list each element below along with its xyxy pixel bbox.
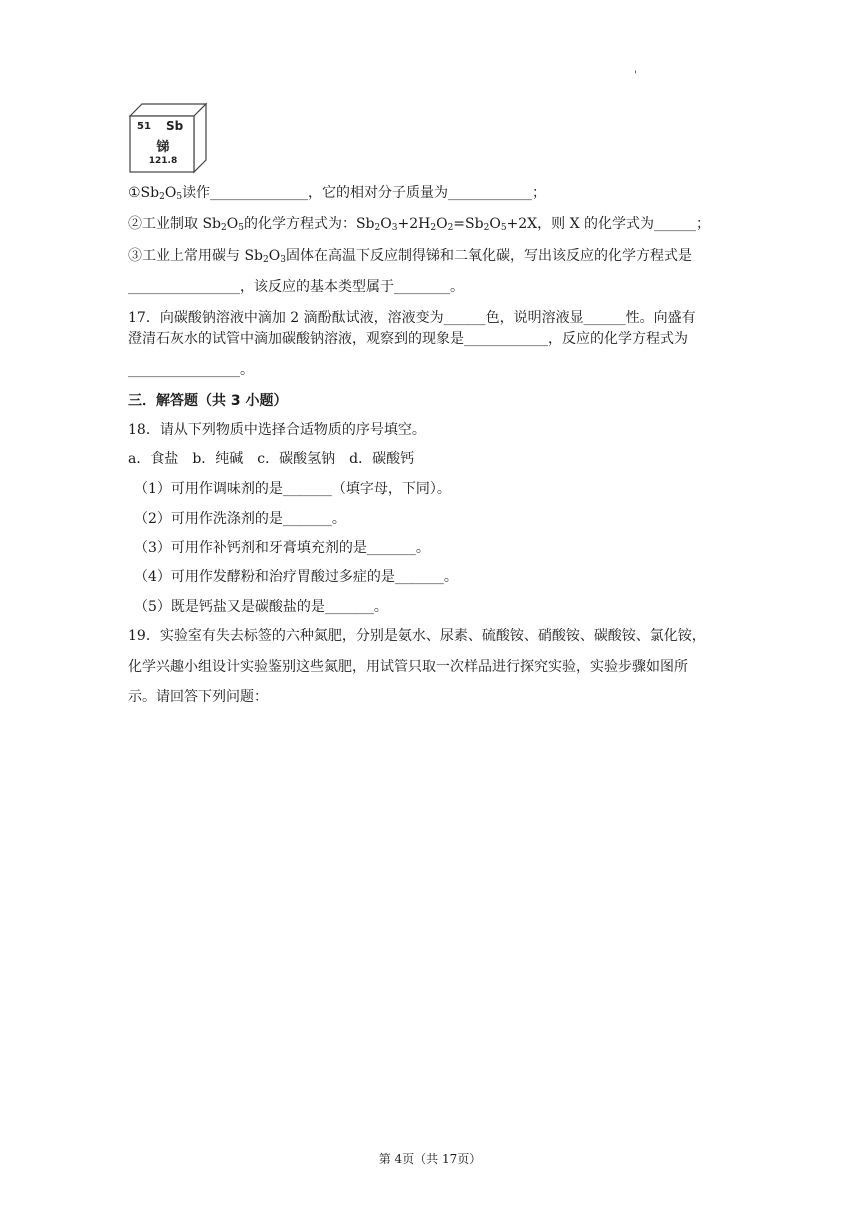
q19-line3: 示。请回答下列问题： bbox=[128, 689, 268, 705]
element-tile bbox=[128, 102, 208, 174]
q18-stem: 18．请从下列物质中选择合适物质的序号填空。 bbox=[128, 422, 426, 438]
atomic-number: 51 bbox=[137, 121, 151, 132]
q16-item1: $①Sb_2O_5$读作______________，它的相对分子质量为____________； bbox=[128, 185, 547, 202]
q18-part-2: （2）可用作洗涤剂的是_______。 bbox=[134, 511, 346, 527]
element-symbol: Sb bbox=[166, 119, 184, 133]
q16-item3-line2: ________________，该反应的基本类型属于________。 bbox=[128, 279, 464, 295]
q18-part-5: （5）既是钙盐又是碳酸盐的是_______。 bbox=[134, 599, 388, 615]
q17-line2: 澄清石灰水的试管中滴加碳酸钠溶液，观察到的现象是____________，反应的化学方程式为 bbox=[128, 331, 688, 347]
q16-item2: ②工业制取 $Sb_2O_5$的化学方程式为：$Sb_2O_3+2H_2O_2=Sb_2O_5+2X$，则 X 的化学式为______； bbox=[128, 216, 711, 233]
q18-part-4: （4）可用作发酵粉和治疗胃酸过多症的是_______。 bbox=[134, 569, 458, 585]
q19-line1: 19．实验室有失去标签的六种氮肥，分别是氨水、尿素、硫酸铵、硝酸铵、碳酸铵、氯化铵， bbox=[128, 628, 706, 644]
header-mark: ' bbox=[634, 70, 637, 81]
section-title: 三．解答题（共 3 小题） bbox=[128, 393, 288, 409]
q18-part-1: （1）可用作调味剂的是_______（填字母，下同）。 bbox=[134, 481, 451, 497]
q17-line3: ________________。 bbox=[128, 362, 254, 378]
q19-line2: 化学兴趣小组设计实验鉴别这些氮肥，用试管只取一次样品进行探究实验，实验步骤如图所 bbox=[128, 659, 688, 675]
page-footer: 第 4页（共 17页） bbox=[378, 1152, 482, 1166]
atomic-mass: 121.8 bbox=[148, 156, 178, 166]
q17-line1: 17．向碳酸钠溶液中滴加 2 滴酚酞试液，溶液变为______色，说明溶液显______性。向盛有 bbox=[128, 310, 696, 326]
q18-part-3: （3）可用作补钙剂和牙膏填充剂的是_______。 bbox=[134, 540, 430, 556]
q18-options: a．食盐 b．纯碱 c．碳酸氢钠 d．碳酸钙 bbox=[128, 451, 415, 467]
element-name: 锑 bbox=[156, 140, 170, 155]
q16-item3: ③工业上常用碳与 $Sb_2O_3$固体在高温下反应制得锑和二氧化碳，写出该反应的化学方程式是 bbox=[128, 248, 692, 265]
